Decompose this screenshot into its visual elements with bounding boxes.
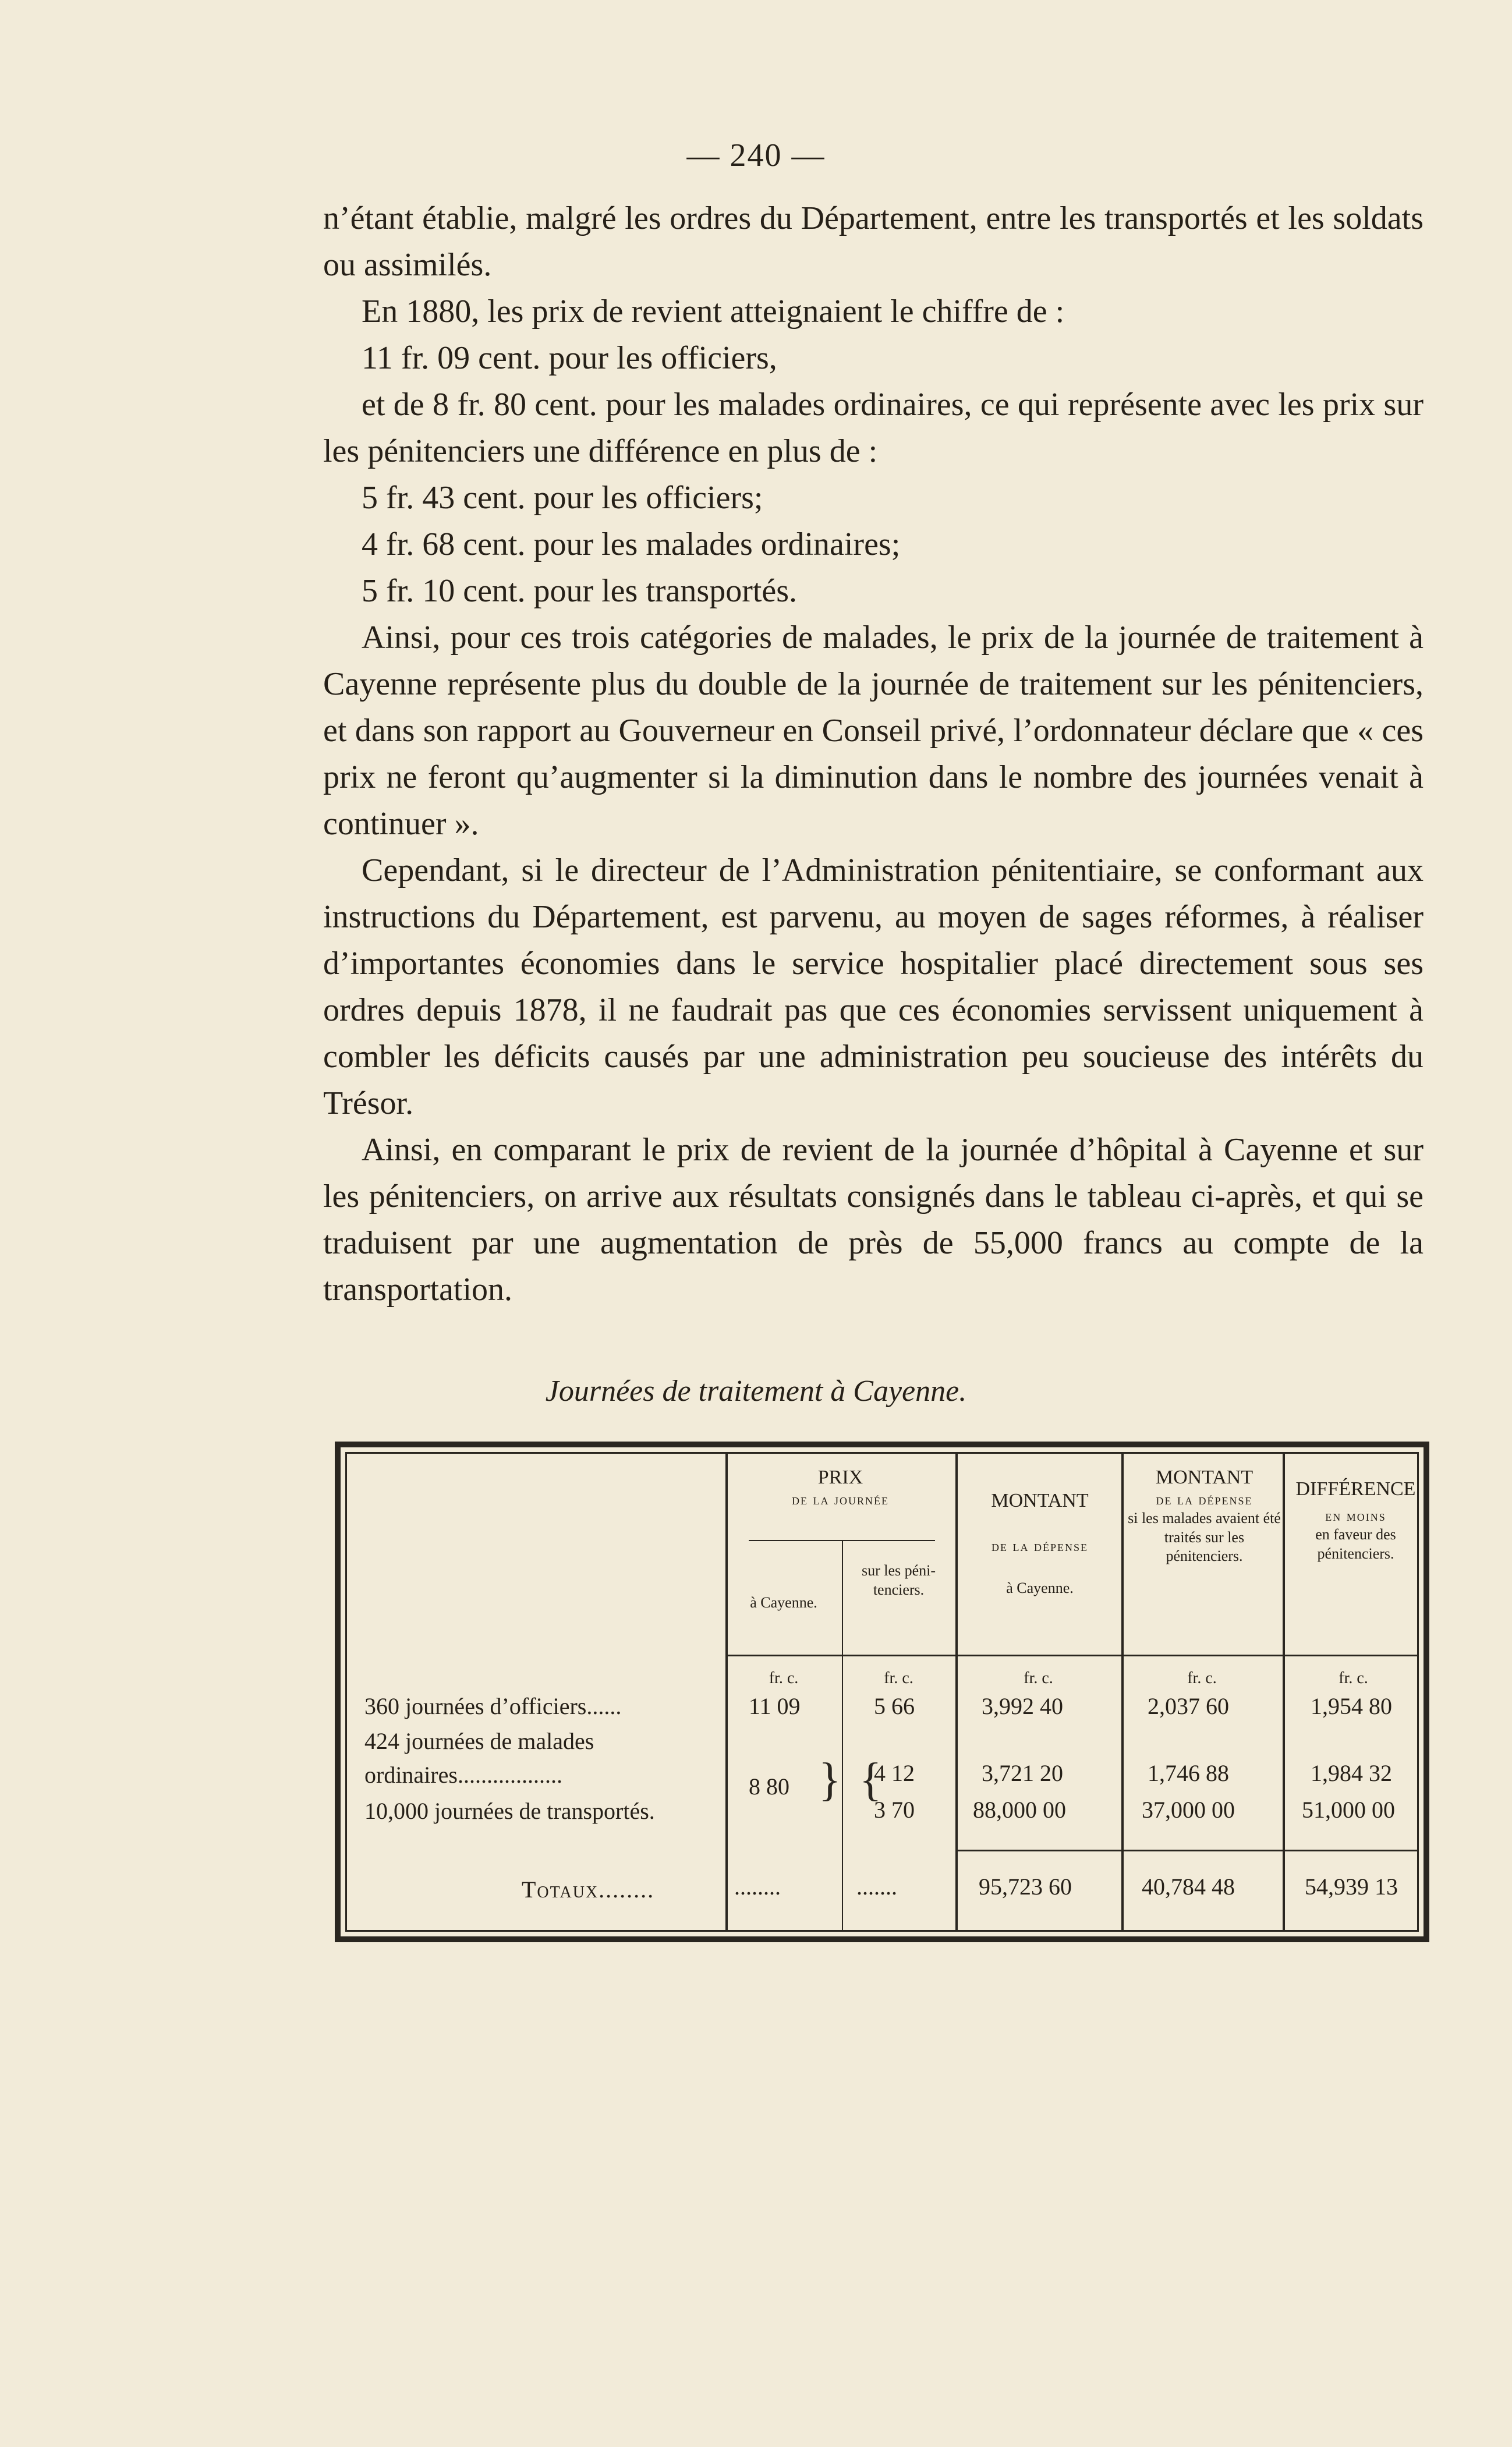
body-text [323,195,1424,1313]
header-prix-title: PRIX [817,1467,863,1488]
paragraph: et de 8 fr. 80 cent. pour les malades ordinaires, ce qui représente avec les prix sur les pénitenciers une différence en plus de : [323,387,1424,469]
cell-prix-cayenne: 8 80 [749,1773,789,1800]
totals-montant-penit: 40,784 48 [1142,1874,1235,1900]
cell-prix-penit: 5 66 [874,1693,915,1719]
paragraph: 5 fr. 43 cent. pour les officiers; [362,480,763,516]
brace-left: { [859,1754,882,1805]
cell-montant-penit: 37,000 00 [1142,1797,1235,1823]
table-caption: Journées de traitement à Cayenne. [545,1375,967,1408]
col-rule-prix [842,1541,843,1930]
header-montant2 [1127,1465,1281,1566]
cell-difference: 51,000 00 [1302,1797,1395,1823]
paragraph: Ainsi, pour ces trois catégories de malades, le prix de la journée de traitement à Cayenne représente plus du double de la journée de traitement sur les pénitenciers, et dans son rapport au Gouverneur en Conseil privé, l’ordonnateur déclare que « ces prix ne feront qu’augmenter si la diminution dans le nombre des journées venait à continuer ». [323,619,1424,842]
col-rule-montant2 [1121,1454,1124,1930]
page-number: — 240 — [686,137,826,173]
cell-prix-penit: 4 12 [874,1760,915,1786]
header-difference-title: DIFFÉRENCE [1295,1478,1416,1500]
totals-label: Totaux........ [522,1876,655,1903]
totals-montant: 95,723 60 [979,1874,1072,1900]
header-montant [958,1489,1121,1598]
row-label: 424 journées de malades ordinaires.................. [364,1728,594,1788]
cell-difference: 1,984 32 [1311,1760,1392,1786]
row-label: 360 journées d’officiers...... [364,1693,622,1719]
header-montant-title: MONTANT [991,1490,1089,1511]
paragraph: Ainsi, en comparant le prix de revient de la journée d’hôpital à Cayenne et sur les pénitenciers, on arrive aux résultats consignés dans le tableau ci-après, et qui se traduisent par une augmentation de près de 55,000 francs au compte de la transportation. [323,1132,1424,1308]
col-rule-montant [955,1454,958,1930]
row-label: 10,000 journées de transportés. [364,1798,655,1824]
cell-prix-cayenne: 11 09 [749,1693,801,1719]
paragraph: 11 fr. 09 cent. pour les officiers, [362,340,777,376]
brace-right: } [819,1754,841,1805]
paragraph: Cependant, si le directeur de l’Administration pénitentiaire, se conformant aux instructions du Département, est parvenu, au moyen de sages réformes, à réaliser d’importantes économies dans le service hospitalier placé directement sous ses ordres depuis 1878, il ne faudrait pas que ces économies servissent uniquement à combler les déficits causés par une administration peu soucieuse des intérêts du Trésor. [323,852,1424,1121]
prix-brace-rule [749,1540,935,1541]
header-montant-sub: de la dépense [992,1537,1088,1554]
data-table [335,1442,1429,1942]
unit-montant2: fr. c. [1187,1669,1217,1687]
unit-difference: fr. c. [1339,1669,1368,1687]
table-inner-frame [345,1452,1419,1932]
cell-montant: 3,721 20 [982,1760,1063,1786]
header-prix-sub: de la journée [792,1490,889,1508]
cell-montant-penit: 1,746 88 [1148,1760,1229,1786]
header-difference-sub1: en moins [1325,1507,1386,1524]
header-prix-cayenne: à Cayenne. [750,1594,817,1611]
header-difference [1287,1477,1424,1563]
cell-montant: 3,992 40 [982,1693,1063,1719]
header-rule [725,1655,1417,1656]
paragraph: n’étant établie, malgré les ordres du Département, entre les transportés et les soldats ou assimilés. [323,200,1424,283]
paragraph: En 1880, les prix de revient atteignaient le chiffre de : [362,293,1065,330]
header-prix-penit: sur les péni-tenciers. [861,1562,936,1598]
totals-rule [955,1850,1417,1851]
unit-prix-penit: fr. c. [884,1669,913,1687]
header-montant-cayenne: à Cayenne. [1006,1580,1074,1596]
totals-prix-penit: ....... [856,1874,897,1900]
header-montant2-sub1: de la dépense [1156,1490,1253,1508]
header-difference-sub2: en faveur des pénitenciers. [1315,1526,1396,1562]
col-rule-diff [1283,1454,1285,1930]
cell-montant-penit: 2,037 60 [1148,1693,1229,1719]
cell-prix-penit: 3 70 [874,1797,915,1823]
header-montant2-title: MONTANT [1155,1467,1253,1488]
header-montant2-sub2: si les malades avaient été traités sur les pénitenciers. [1128,1510,1281,1564]
paragraph: 5 fr. 10 cent. pour les transportés. [362,573,798,609]
paragraph: 4 fr. 68 cent. pour les malades ordinaires; [362,526,901,562]
totals-prix-cayenne: ........ [734,1874,781,1900]
header-prix [725,1465,955,1509]
cell-difference: 1,954 80 [1311,1693,1392,1719]
totals-difference: 54,939 13 [1305,1874,1398,1900]
unit-prix-cayenne: fr. c. [769,1669,799,1687]
col-rule-label [725,1454,728,1930]
unit-montant: fr. c. [1024,1669,1053,1687]
cell-montant: 88,000 00 [973,1797,1066,1823]
